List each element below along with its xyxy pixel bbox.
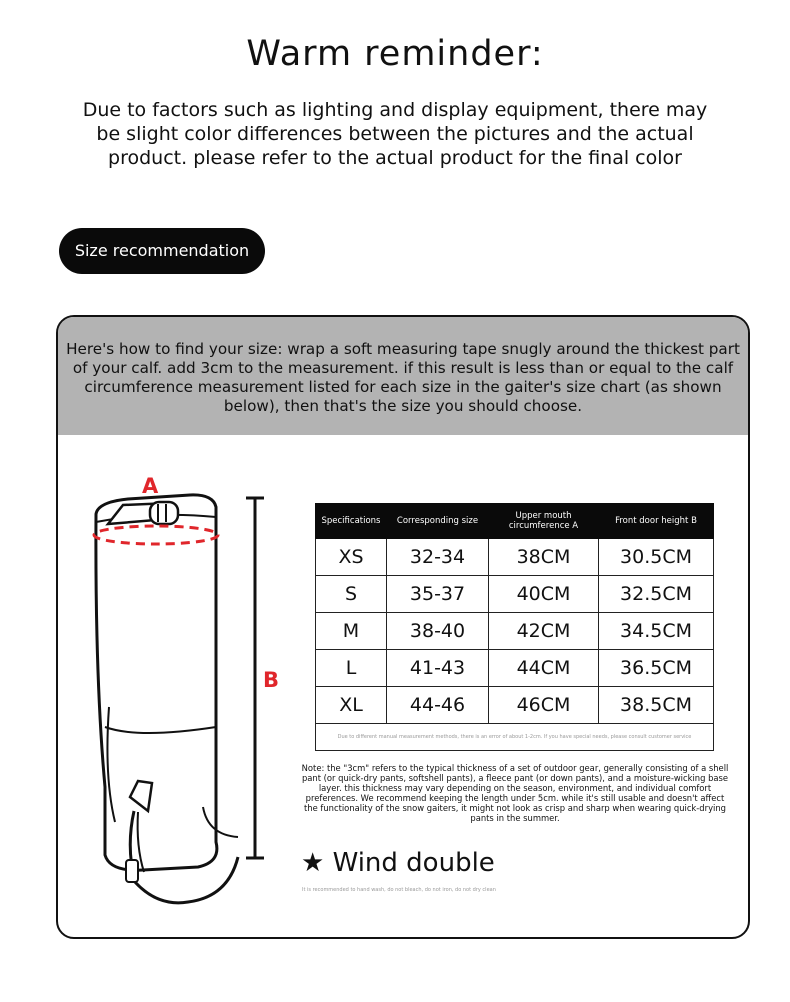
cell-circumference: 42CM — [489, 613, 599, 650]
cell-circumference: 40CM — [489, 576, 599, 613]
cell-spec: XL — [316, 687, 387, 724]
size-chart-table — [315, 503, 714, 751]
size-guide-card — [56, 315, 750, 939]
header-corresponding-size: Corresponding size — [387, 504, 489, 539]
cell-circumference: 44CM — [489, 650, 599, 687]
cell-size: 41-43 — [387, 650, 489, 687]
cell-size: 35-37 — [387, 576, 489, 613]
color-reminder-text: Due to factors such as lighting and display equipment, there may be slight color differences between the pictures and the actual product. please refer to the actual product for the final color — [82, 99, 708, 169]
wind-double-label: ★ Wind double — [301, 848, 495, 878]
thickness-note: Note: the "3cm" refers to the typical thickness of a set of outdoor gear, generally consisting of a shell pant (or quick-dry pants, softshell pants), a fleece pant (or down pants), and a moisture-wicking base layer. this thickness may vary depending on the season, environment, and individual comfort preferences. We recommend keeping the length under 5cm. while it's still usable and doesn't affect the functionality of the snow gaiters, it might not look as crisp and sharp when wearing quick-drying pants in the summer. — [301, 763, 729, 823]
cell-height: 38.5CM — [599, 687, 714, 724]
table-row — [316, 576, 714, 613]
header-front-door-height: Front door height B — [599, 504, 714, 539]
cell-height: 36.5CM — [599, 650, 714, 687]
table-footnote-row — [316, 724, 714, 751]
label-a: A — [142, 477, 159, 498]
table-row — [316, 687, 714, 724]
cell-size: 32-34 — [387, 539, 489, 576]
table-row — [316, 650, 714, 687]
care-instructions: It is recommended to hand wash, do not bleach, do not iron, do not dry clean — [302, 887, 496, 893]
instructions-banner — [58, 317, 748, 435]
cell-height: 34.5CM — [599, 613, 714, 650]
label-b: B — [263, 668, 280, 692]
cell-circumference: 38CM — [489, 539, 599, 576]
cell-spec: L — [316, 650, 387, 687]
cell-spec: XS — [316, 539, 387, 576]
measuring-instructions: Here's how to find your size: wrap a soft measuring tape snugly around the thickest part of your calf. add 3cm to the measurement. if this result is less than or equal to the calf circumference measurement listed for each size in the gaiter's size chart (as shown below), then that's the size you should choose. — [66, 340, 740, 415]
page-title: Warm reminder: — [246, 34, 544, 74]
cell-height: 32.5CM — [599, 576, 714, 613]
cell-size: 38-40 — [387, 613, 489, 650]
cell-spec: M — [316, 613, 387, 650]
table-row — [316, 539, 714, 576]
cell-circumference: 46CM — [489, 687, 599, 724]
size-recommendation-badge: Size recommendation — [59, 228, 265, 274]
header-specifications: Specifications — [316, 504, 387, 539]
table-row — [316, 613, 714, 650]
gaiter-diagram — [78, 477, 308, 917]
cell-size: 44-46 — [387, 687, 489, 724]
measurement-footnote: Due to different manual measurement methods, there is an error of about 1-2cm. If you have special needs, please consult customer service — [316, 724, 714, 751]
cell-spec: S — [316, 576, 387, 613]
table-header-row — [316, 504, 714, 539]
cell-height: 30.5CM — [599, 539, 714, 576]
buckle-icon — [150, 502, 178, 524]
header-upper-mouth: Upper mouth circumference A — [489, 504, 599, 539]
